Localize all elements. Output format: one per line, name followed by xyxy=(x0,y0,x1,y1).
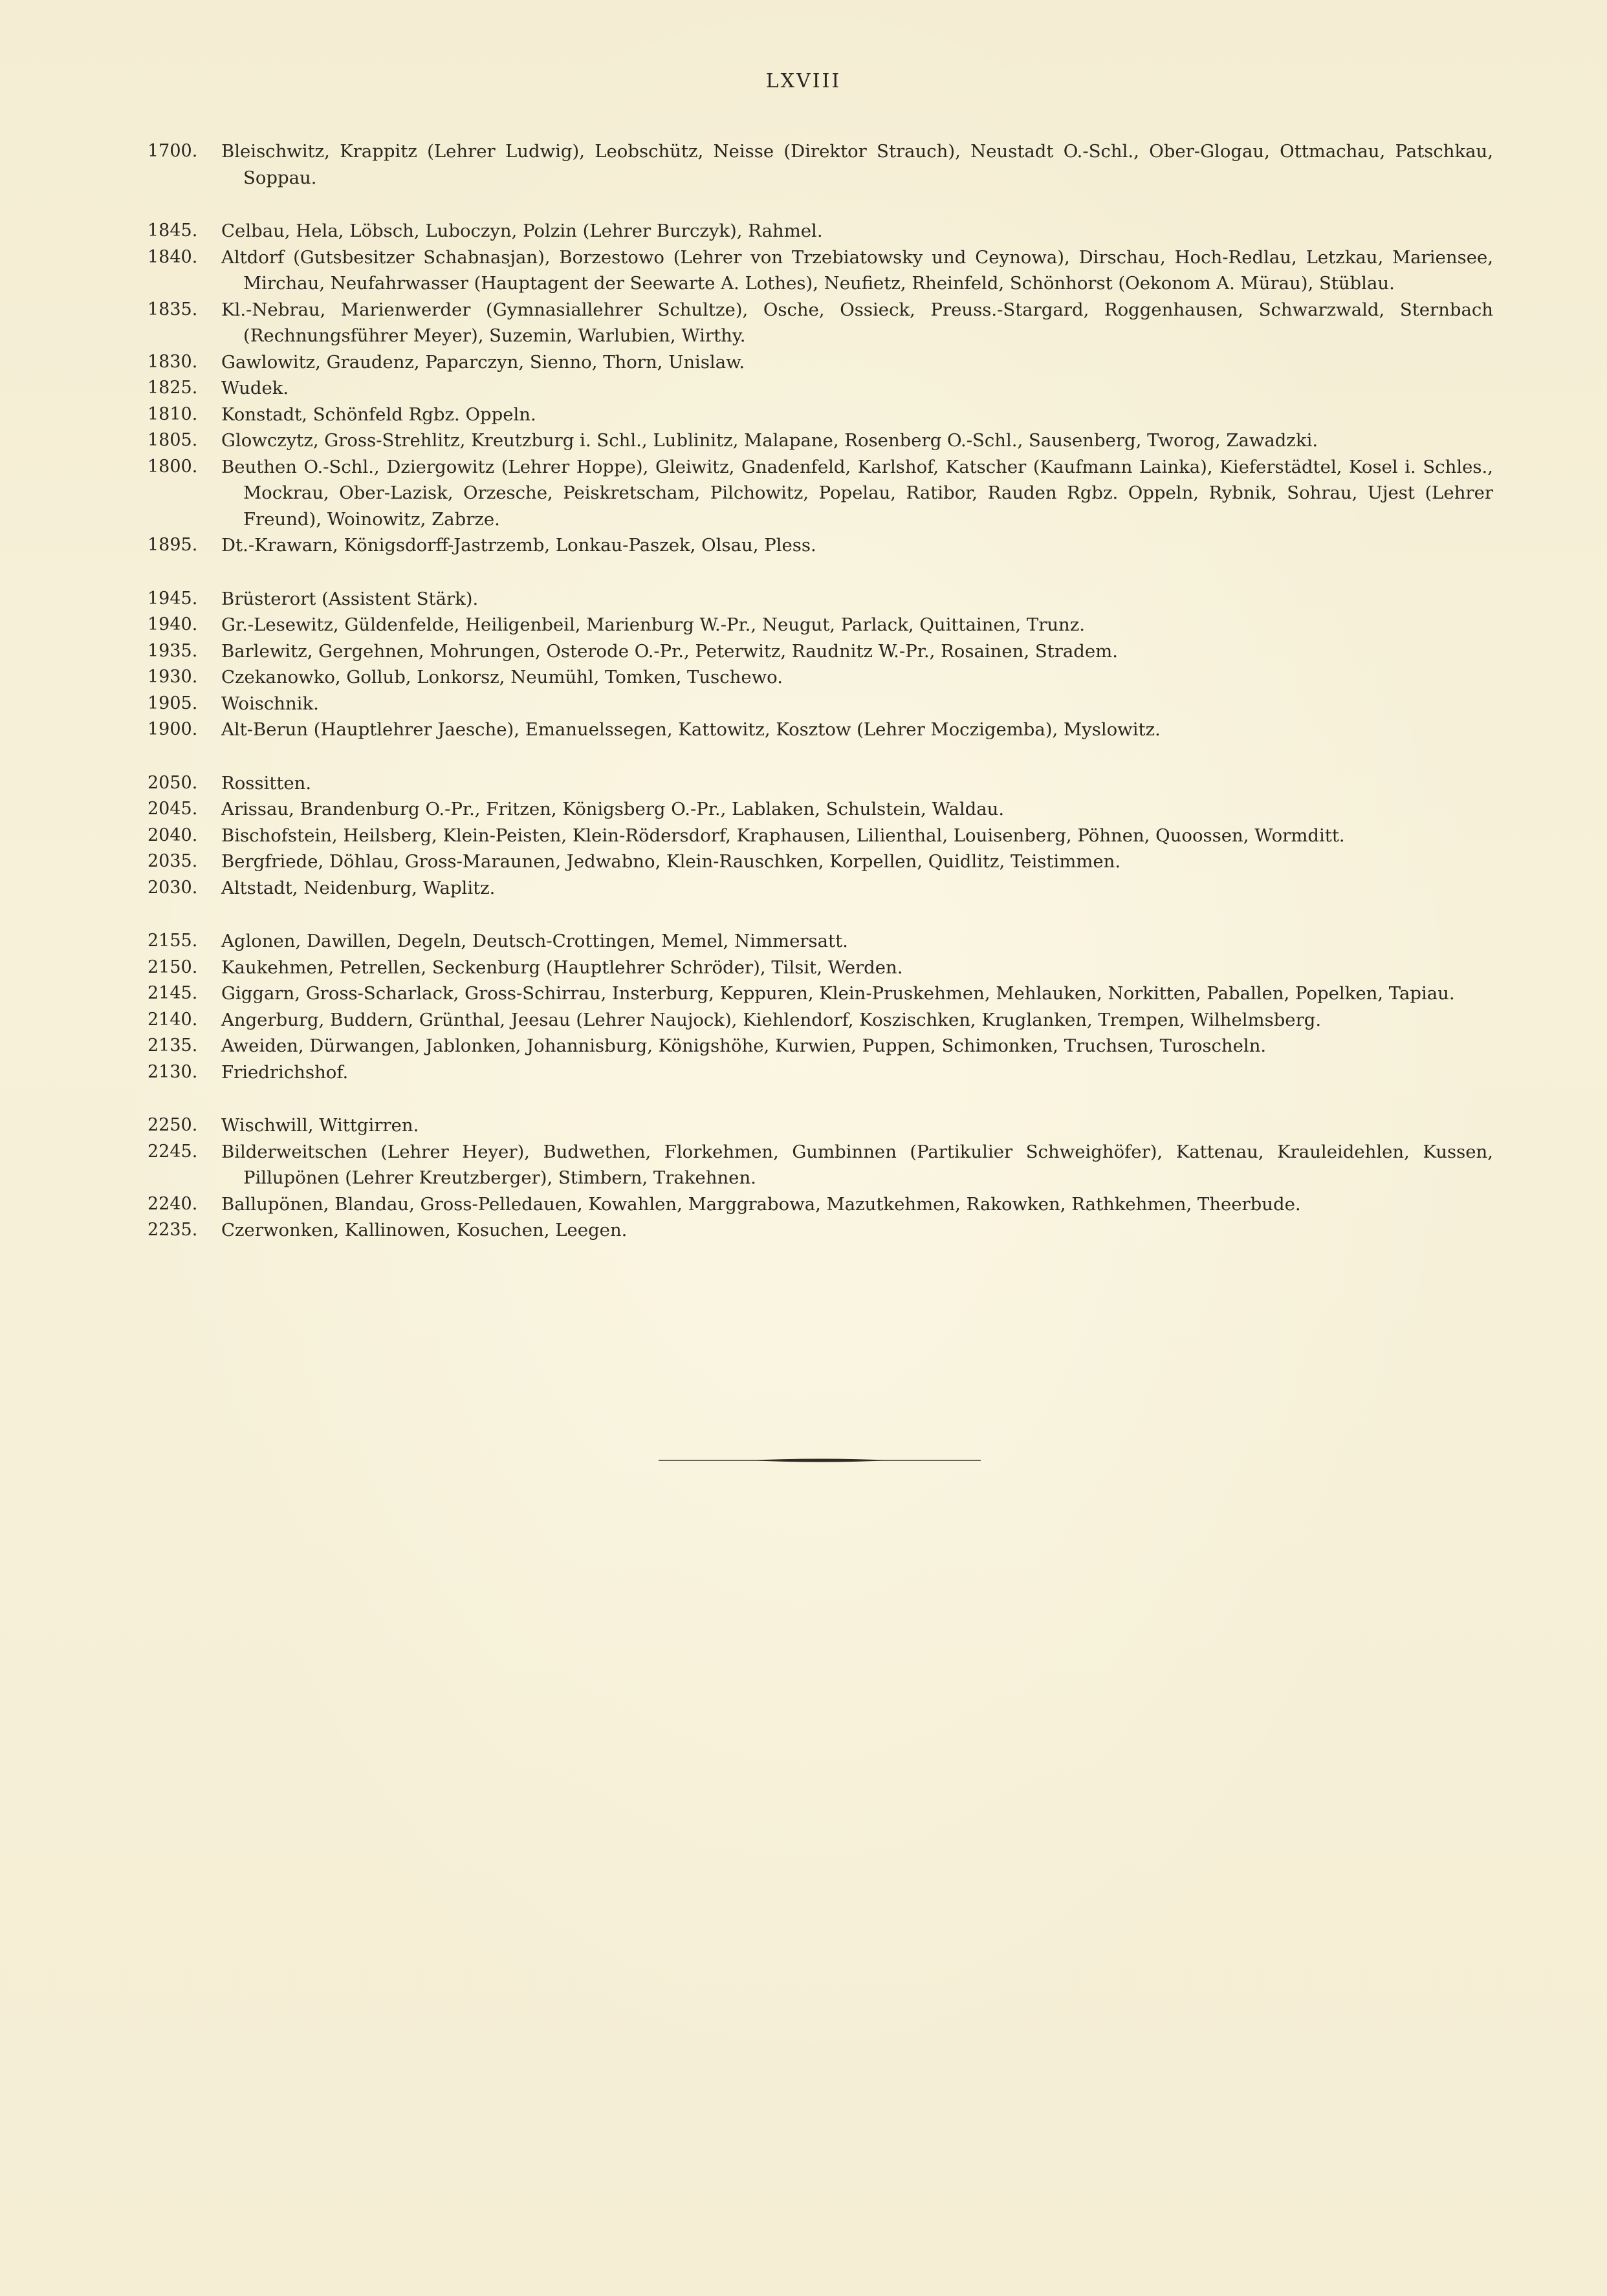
list-item xyxy=(148,1139,1493,1191)
entry-text: Beuthen O.-Schl., Dziergowitz (Lehrer Hoppe), Gleiwitz, Gnadenfeld, Karlshof, Katscher (Kaufmann Lainka), Kieferstädtel, Kosel i. Schles., Mockrau, Ober-Lazisk, Orzesche, Peiskretscham, Pilchowitz, Popelau, Ratibor, Rauden Rgbz. Oppeln, Rybnik, Sohrau, Ujest (Lehrer Freund), Woinowitz, Zabrze. xyxy=(221,456,1493,530)
entry-text: Bischofstein, Heilsberg, Klein-Peisten, Klein-Rödersdorf, Kraphausen, Lilienthal, Louisenberg, Pöhnen, Quoossen, Wormditt. xyxy=(221,825,1345,846)
list-item xyxy=(148,1007,1493,1034)
entry-number: 1930. xyxy=(148,667,198,687)
list-item xyxy=(148,796,1493,823)
entry-text: Kl.-Nebrau, Marienwerder (Gymnasiallehrer Schultze), Osche, Ossieck, Preuss.-Stargard, Roggenhausen, Schwarzwald, Sternbach (Rechnungsführer Meyer), Suzemin, Warlubien, Wirthy. xyxy=(221,299,1493,346)
entry-text: Friedrichshof. xyxy=(221,1061,349,1083)
entry-number: 1800. xyxy=(148,456,198,477)
list-item xyxy=(148,928,1493,955)
list-item xyxy=(148,428,1493,454)
entry-text: Konstadt, Schönfeld Rgbz. Oppeln. xyxy=(221,404,536,425)
list-item xyxy=(148,875,1493,902)
page-number: LXVIII xyxy=(765,70,842,92)
entry-number: 1845. xyxy=(148,221,198,241)
list-item xyxy=(148,664,1493,691)
list-item xyxy=(148,218,1493,244)
entry-number: 1830. xyxy=(148,351,198,372)
entry-number: 2235. xyxy=(148,1220,198,1240)
entry-number: 2155. xyxy=(148,931,198,951)
list-item xyxy=(148,717,1493,743)
entry-group xyxy=(148,138,1493,191)
entry-number: 2130. xyxy=(148,1061,198,1082)
list-item xyxy=(148,638,1493,665)
entry-number: 1940. xyxy=(148,614,198,634)
list-item xyxy=(148,244,1493,297)
list-item xyxy=(148,1059,1493,1086)
list-item xyxy=(148,980,1493,1007)
entry-number: 1840. xyxy=(148,246,198,267)
list-item xyxy=(148,349,1493,376)
entry-text: Rossitten. xyxy=(221,772,312,794)
list-item xyxy=(148,402,1493,428)
entry-number: 2250. xyxy=(148,1115,198,1135)
entry-text: Altdorf (Gutsbesitzer Schabnasjan), Borzestowo (Lehrer von Trzebiatowsky und Ceynowa), Dirschau, Hoch-Redlau, Letzkau, Mariensee, Mirchau, Neufahrwasser (Hauptagent der Seewarte A. Lothes), Neufietz, Rheinfeld, Schönhorst (Oekonom A. Mürau), Stüblau. xyxy=(221,246,1493,294)
entry-text: Aweiden, Dürwangen, Jablonken, Johannisburg, Königshöhe, Kurwien, Puppen, Schimonken, Truchsen, Turoscheln. xyxy=(221,1035,1267,1056)
list-item xyxy=(148,955,1493,981)
entry-text: Angerburg, Buddern, Grünthal, Jeesau (Lehrer Naujock), Kiehlendorf, Koszischken, Kruglanken, Trempen, Wilhelmsberg. xyxy=(221,1009,1322,1030)
list-item xyxy=(148,454,1493,533)
list-item xyxy=(148,532,1493,559)
entry-text: Altstadt, Neidenburg, Waplitz. xyxy=(221,877,496,898)
entry-number: 2240. xyxy=(148,1193,198,1214)
entry-number: 2030. xyxy=(148,877,198,898)
list-item xyxy=(148,770,1493,797)
entry-text: Barlewitz, Gergehnen, Mohrungen, Osterode O.-Pr., Peterwitz, Raudnitz W.-Pr., Rosainen, Stradem. xyxy=(221,640,1118,662)
entry-number: 1945. xyxy=(148,588,198,609)
list-item xyxy=(148,1217,1493,1244)
entry-text: Alt-Berun (Hauptlehrer Jaesche), Emanuelssegen, Kattowitz, Kosztow (Lehrer Moczigemba), Myslowitz. xyxy=(221,719,1161,740)
list-item xyxy=(148,1033,1493,1059)
entry-group xyxy=(148,218,1493,559)
entry-text: Gr.-Lesewitz, Güldenfelde, Heiligenbeil, Marienburg W.-Pr., Neugut, Parlack, Quittainen, Trunz. xyxy=(221,614,1085,635)
entry-number: 2045. xyxy=(148,799,198,819)
entry-text: Bleischwitz, Krappitz (Lehrer Ludwig), Leobschütz, Neisse (Direktor Strauch), Neustadt O.-Schl., Ober-Glogau, Ottmachau, Patschkau, Soppau. xyxy=(221,141,1493,188)
entry-text: Czekanowko, Gollub, Lonkorsz, Neumühl, Tomken, Tuschewo. xyxy=(221,667,783,688)
entry-number: 1900. xyxy=(148,719,198,739)
entry-group xyxy=(148,928,1493,1085)
list-item xyxy=(148,138,1493,191)
entry-text: Czerwonken, Kallinowen, Kosuchen, Leegen. xyxy=(221,1220,628,1240)
entry-text: Wischwill, Wittgirren. xyxy=(221,1115,419,1136)
end-ornament-rule xyxy=(659,1457,981,1464)
list-item xyxy=(148,1191,1493,1218)
entry-number: 1895. xyxy=(148,535,198,555)
entry-number: 2050. xyxy=(148,772,198,793)
entry-text: Giggarn, Gross-Scharlack, Gross-Schirrau, Insterburg, Keppuren, Klein-Pruskehmen, Mehlauken, Norkitten, Paballen, Popelken, Tapiau. xyxy=(221,983,1455,1004)
entry-number: 1810. xyxy=(148,404,198,424)
entry-number: 2145. xyxy=(148,983,198,1003)
entry-text: Glowczytz, Gross-Strehlitz, Kreutzburg i. Schl., Lublinitz, Malapane, Rosenberg O.-Schl., Sausenberg, Tworog, Zawadzki. xyxy=(221,430,1318,451)
entry-text: Bergfriede, Döhlau, Gross-Maraunen, Jedwabno, Klein-Rauschken, Korpellen, Quidlitz, Teistimmen. xyxy=(221,851,1121,872)
entry-text: Kaukehmen, Petrellen, Seckenburg (Hauptlehrer Schröder), Tilsit, Werden. xyxy=(221,957,903,978)
entry-number: 1825. xyxy=(148,378,198,398)
ornament-line xyxy=(659,1457,981,1464)
entry-text: Aglonen, Dawillen, Degeln, Deutsch-Crottingen, Memel, Nimmersatt. xyxy=(221,931,848,951)
list-item xyxy=(148,691,1493,717)
list-item xyxy=(148,612,1493,638)
entry-number: 2245. xyxy=(148,1141,198,1162)
entry-number: 1700. xyxy=(148,141,198,161)
entry-number: 1805. xyxy=(148,430,198,450)
entry-text: Ballupönen, Blandau, Gross-Pelledauen, Kowahlen, Marggrabowa, Mazutkehmen, Rakowken, Rathkehmen, Theerbude. xyxy=(221,1193,1301,1215)
entry-text: Gawlowitz, Graudenz, Paparczyn, Sienno, Thorn, Unislaw. xyxy=(221,351,745,373)
entry-number: 1835. xyxy=(148,299,198,319)
entry-number: 2140. xyxy=(148,1009,198,1030)
entry-text: Dt.-Krawarn, Königsdorff-Jastrzemb, Lonkau-Paszek, Olsau, Pless. xyxy=(221,535,816,556)
entry-text: Celbau, Hela, Löbsch, Luboczyn, Polzin (Lehrer Burczyk), Rahmel. xyxy=(221,221,823,241)
entry-text: Arissau, Brandenburg O.-Pr., Fritzen, Königsberg O.-Pr., Lablaken, Schulstein, Waldau. xyxy=(221,799,1005,819)
entry-text: Woischnik. xyxy=(221,693,319,714)
list-item xyxy=(148,375,1493,402)
entry-group xyxy=(148,770,1493,902)
entry-text: Bilderweitschen (Lehrer Heyer), Budwethen, Florkehmen, Gumbinnen (Partikulier Schweighöfer), Kattenau, Krauleidehlen, Kussen, Pillupönen (Lehrer Kreutzberger), Stimbern, Trakehnen. xyxy=(221,1141,1493,1188)
list-item xyxy=(148,1112,1493,1139)
entry-number: 2150. xyxy=(148,957,198,977)
entry-group xyxy=(148,586,1493,743)
entry-list xyxy=(148,138,1493,1271)
entry-number: 1935. xyxy=(148,640,198,661)
list-item xyxy=(148,849,1493,875)
entry-number: 2040. xyxy=(148,825,198,845)
entry-number: 1905. xyxy=(148,693,198,713)
entry-text: Wudek. xyxy=(221,378,289,398)
list-item xyxy=(148,586,1493,612)
entry-number: 2035. xyxy=(148,851,198,871)
entry-number: 2135. xyxy=(148,1035,198,1056)
entry-text: Brüsterort (Assistent Stärk). xyxy=(221,588,479,609)
entry-group xyxy=(148,1112,1493,1244)
list-item xyxy=(148,297,1493,349)
list-item xyxy=(148,823,1493,849)
